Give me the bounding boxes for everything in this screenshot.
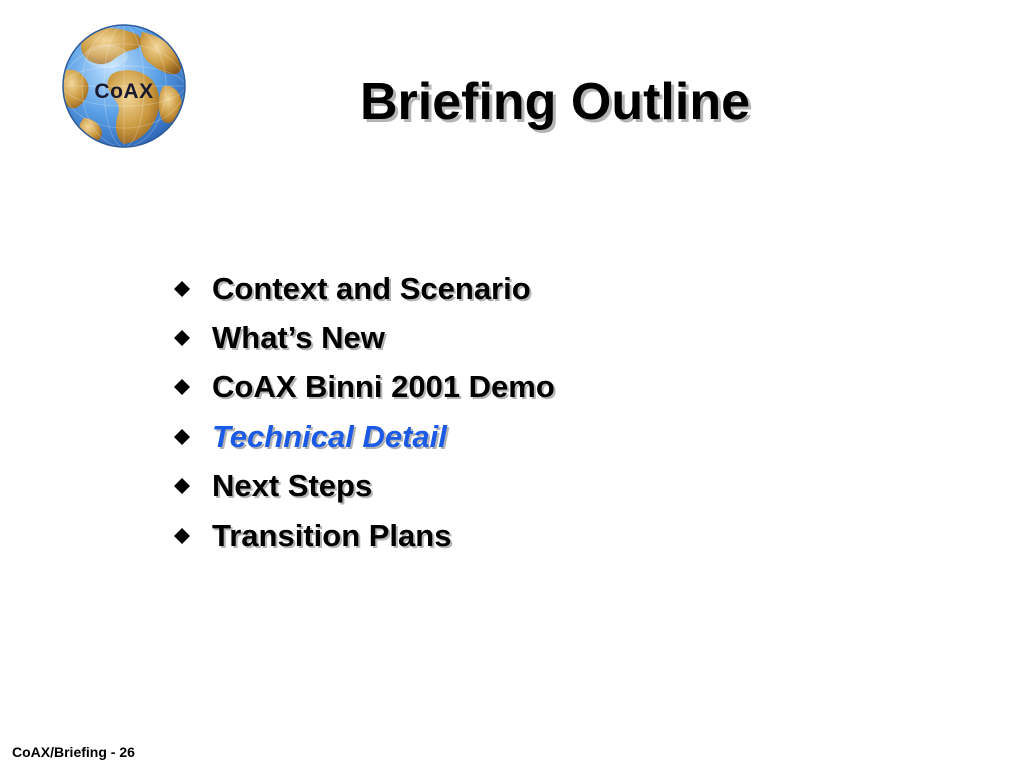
diamond-bullet-icon [168, 478, 212, 494]
outline-item-label: Transition Plans [212, 517, 452, 553]
outline-item [168, 363, 768, 412]
footer-page-label: CoAX/Briefing - 26 [12, 744, 135, 760]
outline-item-label: What’s New [212, 320, 385, 356]
outline-item [168, 264, 768, 313]
outline-item-label: Context and Scenario [212, 270, 531, 306]
outline-item-label: Next Steps [212, 468, 373, 504]
diamond-bullet-icon [168, 379, 212, 395]
outline-item [168, 462, 768, 511]
diamond-bullet-icon [168, 429, 212, 445]
diamond-bullet-icon [168, 281, 212, 297]
outline-list [168, 264, 768, 560]
outline-item [168, 412, 768, 461]
slide-title: Briefing Outline [360, 73, 750, 131]
logo [58, 22, 190, 152]
diamond-bullet-icon [168, 330, 212, 346]
logo-text: CoAX [94, 80, 154, 103]
outline-item [168, 511, 768, 560]
outline-item-label: CoAX Binni 2001 Demo [212, 369, 555, 405]
diamond-bullet-icon [168, 528, 212, 544]
outline-item-label: Technical Detail [212, 418, 447, 454]
outline-item [168, 313, 768, 362]
